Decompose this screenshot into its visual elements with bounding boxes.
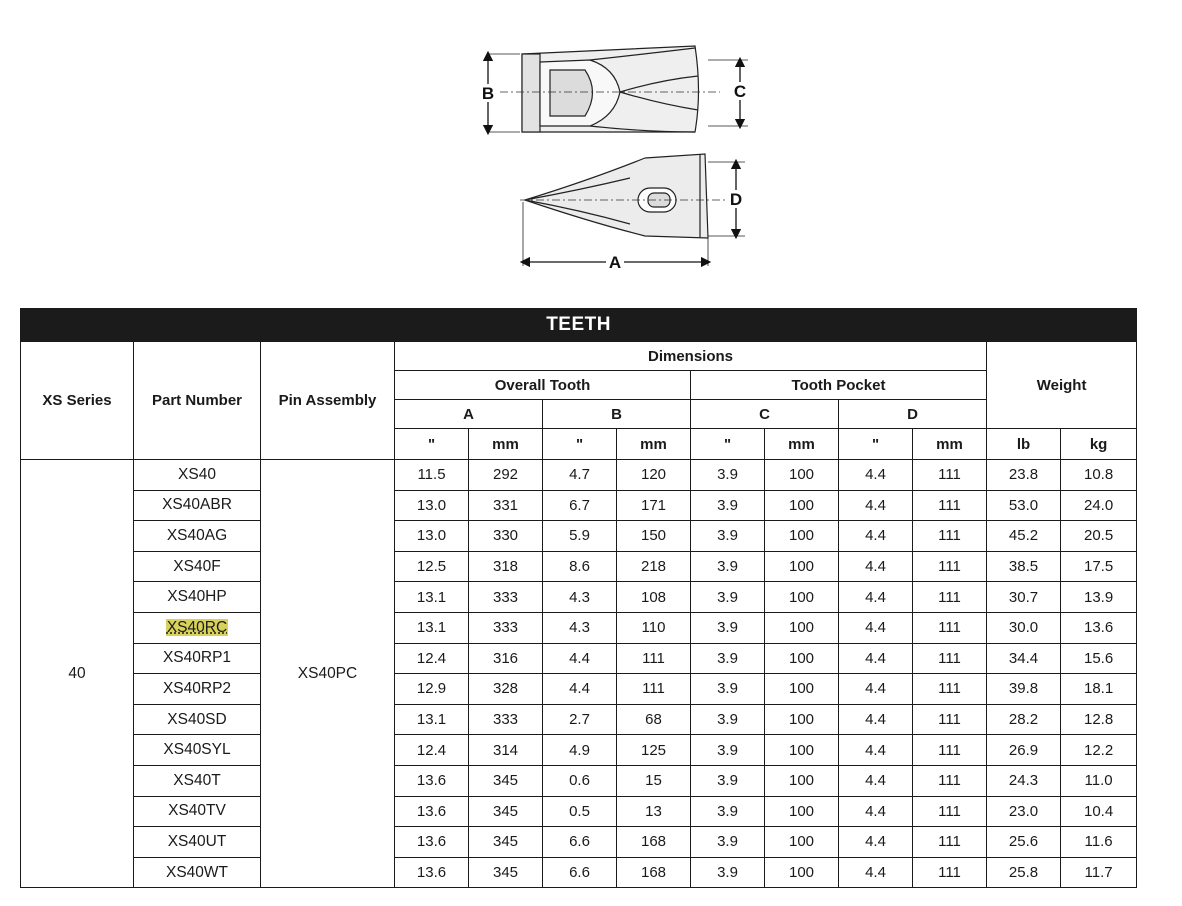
value-cell-kg: 12.8	[1061, 704, 1137, 735]
value-cell-b-mm: 168	[617, 827, 691, 858]
value-cell-d-mm: 111	[913, 857, 987, 888]
dimension-a-label: A	[608, 253, 622, 272]
unit-header-cell: "	[691, 429, 765, 460]
value-cell-b-mm: 110	[617, 612, 691, 643]
header-xs-series: XS Series	[21, 342, 134, 460]
value-cell-c-mm: 100	[765, 643, 839, 674]
value-cell-a-in: 12.5	[395, 551, 469, 582]
value-cell-b-mm: 168	[617, 857, 691, 888]
unit-header-cell: kg	[1061, 429, 1137, 460]
unit-header-cell: mm	[913, 429, 987, 460]
value-cell-a-mm: 345	[469, 857, 543, 888]
part-number-cell: XS40SD	[134, 704, 261, 735]
value-cell-lb: 39.8	[987, 674, 1061, 705]
value-cell-d-mm: 111	[913, 704, 987, 735]
table-row	[21, 582, 1137, 613]
value-cell-a-in: 13.6	[395, 857, 469, 888]
value-cell-b-in: 4.7	[543, 460, 617, 491]
part-number-cell: XS40	[134, 460, 261, 491]
value-cell-lb: 53.0	[987, 490, 1061, 521]
part-number-cell: XS40TV	[134, 796, 261, 827]
part-number-cell: XS40T	[134, 765, 261, 796]
value-cell-a-mm: 328	[469, 674, 543, 705]
unit-header-cell: lb	[987, 429, 1061, 460]
value-cell-d-in: 4.4	[839, 643, 913, 674]
value-cell-c-in: 3.9	[691, 582, 765, 613]
dimension-d-label: D	[729, 190, 743, 209]
value-cell-a-in: 11.5	[395, 460, 469, 491]
value-cell-lb: 25.6	[987, 827, 1061, 858]
value-cell-a-in: 13.6	[395, 796, 469, 827]
value-cell-c-in: 3.9	[691, 460, 765, 491]
value-cell-a-in: 13.1	[395, 612, 469, 643]
value-cell-a-in: 12.4	[395, 643, 469, 674]
table-title: TEETH	[21, 309, 1137, 342]
value-cell-a-mm: 314	[469, 735, 543, 766]
value-cell-lb: 25.8	[987, 857, 1061, 888]
value-cell-d-mm: 111	[913, 735, 987, 766]
value-cell-lb: 38.5	[987, 551, 1061, 582]
unit-header-cell: mm	[617, 429, 691, 460]
table-row	[21, 643, 1137, 674]
unit-header-cell: "	[543, 429, 617, 460]
value-cell-d-mm: 111	[913, 460, 987, 491]
value-cell-c-in: 3.9	[691, 857, 765, 888]
series-cell: 40	[21, 460, 134, 888]
table-row	[21, 521, 1137, 552]
value-cell-d-in: 4.4	[839, 765, 913, 796]
value-cell-kg: 11.6	[1061, 827, 1137, 858]
value-cell-b-mm: 108	[617, 582, 691, 613]
unit-header-cell: mm	[469, 429, 543, 460]
value-cell-b-mm: 125	[617, 735, 691, 766]
value-cell-kg: 12.2	[1061, 735, 1137, 766]
value-cell-b-mm: 111	[617, 674, 691, 705]
table-row	[21, 735, 1137, 766]
value-cell-c-mm: 100	[765, 857, 839, 888]
value-cell-a-mm: 345	[469, 765, 543, 796]
value-cell-d-mm: 111	[913, 765, 987, 796]
value-cell-a-mm: 333	[469, 612, 543, 643]
value-cell-b-mm: 111	[617, 643, 691, 674]
value-cell-kg: 17.5	[1061, 551, 1137, 582]
header-col-c: C	[691, 400, 839, 429]
value-cell-c-in: 3.9	[691, 490, 765, 521]
value-cell-lb: 30.7	[987, 582, 1061, 613]
value-cell-b-mm: 15	[617, 765, 691, 796]
highlighted-part-number: XS40RC	[166, 618, 228, 636]
value-cell-a-in: 13.0	[395, 521, 469, 552]
tooth-drawing-svg	[470, 40, 760, 275]
table-row	[21, 765, 1137, 796]
value-cell-d-mm: 111	[913, 674, 987, 705]
header-tooth-pocket: Tooth Pocket	[691, 371, 987, 400]
header-weight: Weight	[987, 342, 1137, 429]
value-cell-d-in: 4.4	[839, 612, 913, 643]
value-cell-d-mm: 111	[913, 521, 987, 552]
value-cell-kg: 10.4	[1061, 796, 1137, 827]
header-col-b: B	[543, 400, 691, 429]
value-cell-kg: 13.9	[1061, 582, 1137, 613]
value-cell-d-in: 4.4	[839, 704, 913, 735]
value-cell-a-mm: 316	[469, 643, 543, 674]
value-cell-a-in: 13.6	[395, 827, 469, 858]
value-cell-b-mm: 218	[617, 551, 691, 582]
table-row	[21, 460, 1137, 491]
value-cell-d-mm: 111	[913, 827, 987, 858]
value-cell-a-mm: 331	[469, 490, 543, 521]
table-row	[21, 612, 1137, 643]
part-number-cell	[134, 612, 261, 643]
dimension-b-label: B	[481, 84, 495, 103]
value-cell-d-in: 4.4	[839, 460, 913, 491]
value-cell-b-mm: 120	[617, 460, 691, 491]
table-row	[21, 796, 1137, 827]
value-cell-c-in: 3.9	[691, 521, 765, 552]
part-number-cell: XS40ABR	[134, 490, 261, 521]
value-cell-d-in: 4.4	[839, 857, 913, 888]
value-cell-kg: 18.1	[1061, 674, 1137, 705]
value-cell-c-mm: 100	[765, 796, 839, 827]
value-cell-b-in: 6.6	[543, 857, 617, 888]
value-cell-lb: 23.8	[987, 460, 1061, 491]
value-cell-a-in: 13.1	[395, 582, 469, 613]
value-cell-d-mm: 111	[913, 643, 987, 674]
table-row	[21, 704, 1137, 735]
value-cell-d-mm: 111	[913, 612, 987, 643]
value-cell-kg: 13.6	[1061, 612, 1137, 643]
value-cell-a-mm: 318	[469, 551, 543, 582]
value-cell-c-in: 3.9	[691, 674, 765, 705]
table-row	[21, 490, 1137, 521]
value-cell-a-in: 13.6	[395, 765, 469, 796]
table-body	[21, 460, 1137, 888]
value-cell-b-in: 0.5	[543, 796, 617, 827]
header-col-d: D	[839, 400, 987, 429]
value-cell-d-in: 4.4	[839, 827, 913, 858]
value-cell-c-in: 3.9	[691, 796, 765, 827]
value-cell-c-mm: 100	[765, 612, 839, 643]
value-cell-b-mm: 68	[617, 704, 691, 735]
value-cell-a-mm: 330	[469, 521, 543, 552]
header-dimensions: Dimensions	[395, 342, 987, 371]
value-cell-c-in: 3.9	[691, 643, 765, 674]
value-cell-a-mm: 345	[469, 796, 543, 827]
value-cell-b-mm: 150	[617, 521, 691, 552]
value-cell-a-mm: 292	[469, 460, 543, 491]
value-cell-kg: 20.5	[1061, 521, 1137, 552]
value-cell-b-in: 4.4	[543, 674, 617, 705]
value-cell-lb: 45.2	[987, 521, 1061, 552]
value-cell-c-in: 3.9	[691, 827, 765, 858]
value-cell-c-in: 3.9	[691, 551, 765, 582]
value-cell-kg: 15.6	[1061, 643, 1137, 674]
value-cell-c-mm: 100	[765, 551, 839, 582]
value-cell-d-mm: 111	[913, 796, 987, 827]
value-cell-lb: 23.0	[987, 796, 1061, 827]
table-row	[21, 551, 1137, 582]
tooth-technical-drawing	[470, 40, 760, 275]
part-number-cell: XS40WT	[134, 857, 261, 888]
value-cell-b-in: 4.4	[543, 643, 617, 674]
value-cell-b-in: 6.6	[543, 827, 617, 858]
tooth-side-view	[525, 154, 708, 238]
table-row	[21, 674, 1137, 705]
value-cell-d-in: 4.4	[839, 735, 913, 766]
header-part-number: Part Number	[134, 342, 261, 460]
value-cell-c-mm: 100	[765, 521, 839, 552]
value-cell-c-in: 3.9	[691, 704, 765, 735]
value-cell-kg: 24.0	[1061, 490, 1137, 521]
value-cell-d-in: 4.4	[839, 796, 913, 827]
value-cell-c-mm: 100	[765, 460, 839, 491]
part-number-cell: XS40RP2	[134, 674, 261, 705]
value-cell-b-in: 2.7	[543, 704, 617, 735]
value-cell-kg: 10.8	[1061, 460, 1137, 491]
value-cell-lb: 34.4	[987, 643, 1061, 674]
table-row	[21, 857, 1137, 888]
header-overall-tooth: Overall Tooth	[395, 371, 691, 400]
pin-assembly-cell: XS40PC	[261, 460, 395, 888]
value-cell-kg: 11.7	[1061, 857, 1137, 888]
value-cell-c-mm: 100	[765, 765, 839, 796]
unit-header-cell: mm	[765, 429, 839, 460]
value-cell-c-in: 3.9	[691, 765, 765, 796]
part-number-cell: XS40SYL	[134, 735, 261, 766]
value-cell-d-mm: 111	[913, 551, 987, 582]
value-cell-kg: 11.0	[1061, 765, 1137, 796]
value-cell-c-mm: 100	[765, 735, 839, 766]
dimension-c-label: C	[733, 82, 747, 101]
value-cell-b-mm: 13	[617, 796, 691, 827]
value-cell-a-in: 12.9	[395, 674, 469, 705]
value-cell-lb: 28.2	[987, 704, 1061, 735]
table-row	[21, 827, 1137, 858]
unit-header-cell: "	[395, 429, 469, 460]
value-cell-b-in: 6.7	[543, 490, 617, 521]
part-number-cell: XS40HP	[134, 582, 261, 613]
value-cell-c-mm: 100	[765, 704, 839, 735]
value-cell-a-mm: 333	[469, 582, 543, 613]
part-number-cell: XS40UT	[134, 827, 261, 858]
value-cell-b-in: 4.3	[543, 582, 617, 613]
value-cell-a-mm: 345	[469, 827, 543, 858]
value-cell-d-in: 4.4	[839, 490, 913, 521]
value-cell-d-in: 4.4	[839, 521, 913, 552]
value-cell-c-mm: 100	[765, 674, 839, 705]
teeth-spec-table	[20, 308, 1137, 888]
value-cell-b-in: 4.9	[543, 735, 617, 766]
value-cell-a-in: 12.4	[395, 735, 469, 766]
part-number-cell: XS40F	[134, 551, 261, 582]
value-cell-b-mm: 171	[617, 490, 691, 521]
value-cell-d-mm: 111	[913, 582, 987, 613]
header-col-a: A	[395, 400, 543, 429]
value-cell-d-in: 4.4	[839, 582, 913, 613]
value-cell-b-in: 5.9	[543, 521, 617, 552]
value-cell-b-in: 4.3	[543, 612, 617, 643]
value-cell-b-in: 0.6	[543, 765, 617, 796]
header-pin-assembly: Pin Assembly	[261, 342, 395, 460]
unit-header-cell: "	[839, 429, 913, 460]
value-cell-a-in: 13.1	[395, 704, 469, 735]
value-cell-lb: 24.3	[987, 765, 1061, 796]
value-cell-c-mm: 100	[765, 827, 839, 858]
value-cell-c-in: 3.9	[691, 612, 765, 643]
value-cell-lb: 30.0	[987, 612, 1061, 643]
value-cell-d-mm: 111	[913, 490, 987, 521]
value-cell-c-in: 3.9	[691, 735, 765, 766]
value-cell-d-in: 4.4	[839, 551, 913, 582]
value-cell-a-mm: 333	[469, 704, 543, 735]
value-cell-d-in: 4.4	[839, 674, 913, 705]
value-cell-a-in: 13.0	[395, 490, 469, 521]
value-cell-b-in: 8.6	[543, 551, 617, 582]
part-number-cell: XS40AG	[134, 521, 261, 552]
part-number-cell: XS40RP1	[134, 643, 261, 674]
value-cell-lb: 26.9	[987, 735, 1061, 766]
value-cell-c-mm: 100	[765, 582, 839, 613]
tooth-top-view	[522, 46, 699, 132]
value-cell-c-mm: 100	[765, 490, 839, 521]
